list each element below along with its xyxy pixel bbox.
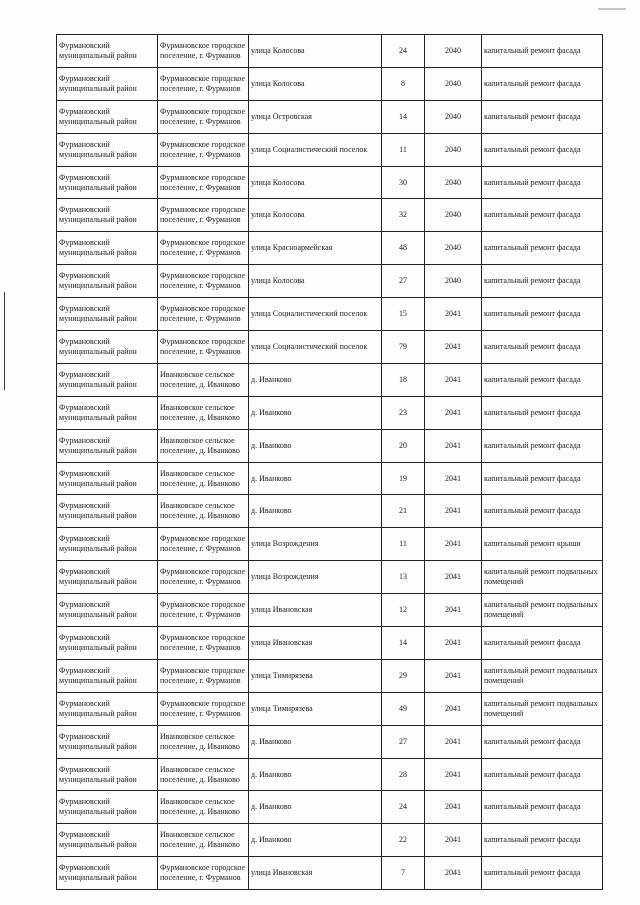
year-cell: 2041 xyxy=(425,594,482,627)
table-row xyxy=(57,67,603,100)
street-cell: улица Тимирязева xyxy=(249,692,382,725)
house-number-cell: 15 xyxy=(382,298,425,331)
district-cell: Фурмановский муниципальный район xyxy=(57,528,158,561)
work-type-cell: капитальный ремонт фасада xyxy=(482,265,603,298)
district-cell: Фурмановский муниципальный район xyxy=(57,692,158,725)
table-row xyxy=(57,594,603,627)
table-row xyxy=(57,528,603,561)
year-cell: 2041 xyxy=(425,857,482,890)
house-number-cell: 11 xyxy=(382,528,425,561)
house-number-cell: 24 xyxy=(382,35,425,68)
district-cell: Фурмановский муниципальный район xyxy=(57,232,158,265)
work-type-cell: капитальный ремонт фасада xyxy=(482,133,603,166)
work-type-cell: капитальный ремонт фасада xyxy=(482,857,603,890)
year-cell: 2040 xyxy=(425,199,482,232)
street-cell: улица Колосова xyxy=(249,166,382,199)
district-cell: Фурмановский муниципальный район xyxy=(57,561,158,594)
year-cell: 2041 xyxy=(425,396,482,429)
house-number-cell: 49 xyxy=(382,692,425,725)
table-row xyxy=(57,35,603,68)
table-row xyxy=(57,659,603,692)
work-type-cell: капитальный ремонт фасада xyxy=(482,199,603,232)
table-row xyxy=(57,791,603,824)
scan-artifact xyxy=(598,8,626,10)
settlement-cell: Иванковское сельское поселение, д. Иванково xyxy=(158,429,249,462)
settlement-cell: Фурмановское городское поселение, г. Фурманов xyxy=(158,100,249,133)
table-row xyxy=(57,725,603,758)
table-row xyxy=(57,857,603,890)
work-type-cell: капитальный ремонт фасада xyxy=(482,35,603,68)
house-number-cell: 21 xyxy=(382,495,425,528)
house-number-cell: 32 xyxy=(382,199,425,232)
settlement-cell: Фурмановское городское поселение, г. Фурманов xyxy=(158,35,249,68)
district-cell: Фурмановский муниципальный район xyxy=(57,363,158,396)
year-cell: 2041 xyxy=(425,298,482,331)
year-cell: 2040 xyxy=(425,67,482,100)
street-cell: улица Красноармейская xyxy=(249,232,382,265)
work-type-cell: капитальный ремонт фасада xyxy=(482,824,603,857)
house-number-cell: 28 xyxy=(382,758,425,791)
district-cell: Фурмановский муниципальный район xyxy=(57,462,158,495)
district-cell: Фурмановский муниципальный район xyxy=(57,659,158,692)
house-number-cell: 7 xyxy=(382,857,425,890)
house-number-cell: 11 xyxy=(382,133,425,166)
street-cell: улица Колосова xyxy=(249,67,382,100)
year-cell: 2041 xyxy=(425,824,482,857)
street-cell: д. Иванково xyxy=(249,824,382,857)
district-cell: Фурмановский муниципальный район xyxy=(57,331,158,364)
street-cell: д. Иванково xyxy=(249,725,382,758)
table-row xyxy=(57,363,603,396)
street-cell: улица Колосова xyxy=(249,35,382,68)
year-cell: 2040 xyxy=(425,166,482,199)
street-cell: д. Иванково xyxy=(249,429,382,462)
street-cell: улица Социалистический поселок xyxy=(249,331,382,364)
house-number-cell: 27 xyxy=(382,725,425,758)
table-row xyxy=(57,495,603,528)
work-type-cell: капитальный ремонт подвальных помещений xyxy=(482,659,603,692)
settlement-cell: Фурмановское городское поселение, г. Фурманов xyxy=(158,857,249,890)
street-cell: улица Тимирязева xyxy=(249,659,382,692)
settlement-cell: Фурмановское городское поселение, г. Фурманов xyxy=(158,659,249,692)
settlement-cell: Фурмановское городское поселение, г. Фурманов xyxy=(158,561,249,594)
settlement-cell: Фурмановское городское поселение, г. Фурманов xyxy=(158,199,249,232)
settlement-cell: Фурмановское городское поселение, г. Фурманов xyxy=(158,594,249,627)
year-cell: 2040 xyxy=(425,133,482,166)
street-cell: улица Ивановская xyxy=(249,627,382,660)
year-cell: 2041 xyxy=(425,363,482,396)
district-cell: Фурмановский муниципальный район xyxy=(57,199,158,232)
work-type-cell: капитальный ремонт фасада xyxy=(482,396,603,429)
year-cell: 2041 xyxy=(425,528,482,561)
house-number-cell: 18 xyxy=(382,363,425,396)
table-row xyxy=(57,133,603,166)
table-row xyxy=(57,199,603,232)
year-cell: 2040 xyxy=(425,232,482,265)
table-row xyxy=(57,232,603,265)
table-row xyxy=(57,265,603,298)
table-row xyxy=(57,429,603,462)
work-type-cell: капитальный ремонт подвальных помещений xyxy=(482,594,603,627)
work-type-cell: капитальный ремонт фасада xyxy=(482,331,603,364)
district-cell: Фурмановский муниципальный район xyxy=(57,429,158,462)
district-cell: Фурмановский муниципальный район xyxy=(57,166,158,199)
table-row xyxy=(57,561,603,594)
street-cell: улица Ивановская xyxy=(249,594,382,627)
house-number-cell: 48 xyxy=(382,232,425,265)
year-cell: 2041 xyxy=(425,758,482,791)
work-type-cell: капитальный ремонт фасада xyxy=(482,363,603,396)
work-type-cell: капитальный ремонт фасада xyxy=(482,495,603,528)
settlement-cell: Иванковское сельское поселение, д. Иванково xyxy=(158,495,249,528)
district-cell: Фурмановский муниципальный район xyxy=(57,725,158,758)
table-row xyxy=(57,331,603,364)
district-cell: Фурмановский муниципальный район xyxy=(57,758,158,791)
district-cell: Фурмановский муниципальный район xyxy=(57,100,158,133)
settlement-cell: Фурмановское городское поселение, г. Фурманов xyxy=(158,265,249,298)
street-cell: улица Социалистический поселок xyxy=(249,133,382,166)
work-type-cell: капитальный ремонт фасада xyxy=(482,627,603,660)
district-cell: Фурмановский муниципальный район xyxy=(57,298,158,331)
table-row xyxy=(57,692,603,725)
house-number-cell: 24 xyxy=(382,791,425,824)
house-number-cell: 20 xyxy=(382,429,425,462)
year-cell: 2041 xyxy=(425,791,482,824)
settlement-cell: Иванковское сельское поселение, д. Иванково xyxy=(158,462,249,495)
year-cell: 2040 xyxy=(425,35,482,68)
settlement-cell: Иванковское сельское поселение, д. Иванково xyxy=(158,824,249,857)
district-cell: Фурмановский муниципальный район xyxy=(57,35,158,68)
street-cell: д. Иванково xyxy=(249,495,382,528)
work-type-cell: капитальный ремонт фасада xyxy=(482,758,603,791)
district-cell: Фурмановский муниципальный район xyxy=(57,265,158,298)
work-type-cell: капитальный ремонт подвальных помещений xyxy=(482,692,603,725)
settlement-cell: Фурмановское городское поселение, г. Фурманов xyxy=(158,627,249,660)
house-number-cell: 12 xyxy=(382,594,425,627)
district-cell: Фурмановский муниципальный район xyxy=(57,133,158,166)
work-type-cell: капитальный ремонт фасада xyxy=(482,166,603,199)
year-cell: 2041 xyxy=(425,627,482,660)
street-cell: д. Иванково xyxy=(249,396,382,429)
year-cell: 2041 xyxy=(425,462,482,495)
street-cell: д. Иванково xyxy=(249,791,382,824)
district-cell: Фурмановский муниципальный район xyxy=(57,396,158,429)
table-row xyxy=(57,627,603,660)
house-number-cell: 13 xyxy=(382,561,425,594)
work-type-cell: капитальный ремонт фасада xyxy=(482,791,603,824)
work-type-cell: капитальный ремонт фасада xyxy=(482,232,603,265)
street-cell: улица Колосова xyxy=(249,199,382,232)
settlement-cell: Иванковское сельское поселение, д. Иванково xyxy=(158,791,249,824)
repair-schedule-table xyxy=(56,34,603,890)
settlement-cell: Иванковское сельское поселение, д. Иванково xyxy=(158,725,249,758)
work-type-cell: капитальный ремонт фасада xyxy=(482,429,603,462)
district-cell: Фурмановский муниципальный район xyxy=(57,67,158,100)
settlement-cell: Фурмановское городское поселение, г. Фурманов xyxy=(158,166,249,199)
street-cell: улица Колосова xyxy=(249,265,382,298)
scan-artifact xyxy=(4,292,5,390)
house-number-cell: 14 xyxy=(382,100,425,133)
year-cell: 2041 xyxy=(425,429,482,462)
settlement-cell: Фурмановское городское поселение, г. Фурманов xyxy=(158,67,249,100)
street-cell: д. Иванково xyxy=(249,363,382,396)
house-number-cell: 29 xyxy=(382,659,425,692)
house-number-cell: 14 xyxy=(382,627,425,660)
house-number-cell: 27 xyxy=(382,265,425,298)
district-cell: Фурмановский муниципальный район xyxy=(57,791,158,824)
work-type-cell: капитальный ремонт фасада xyxy=(482,67,603,100)
year-cell: 2041 xyxy=(425,495,482,528)
house-number-cell: 23 xyxy=(382,396,425,429)
district-cell: Фурмановский муниципальный район xyxy=(57,495,158,528)
table-row xyxy=(57,758,603,791)
house-number-cell: 19 xyxy=(382,462,425,495)
table-row xyxy=(57,298,603,331)
settlement-cell: Фурмановское городское поселение, г. Фурманов xyxy=(158,692,249,725)
settlement-cell: Фурмановское городское поселение, г. Фурманов xyxy=(158,331,249,364)
street-cell: улица Возрождения xyxy=(249,561,382,594)
house-number-cell: 22 xyxy=(382,824,425,857)
settlement-cell: Фурмановское городское поселение, г. Фурманов xyxy=(158,232,249,265)
settlement-cell: Фурмановское городское поселение, г. Фурманов xyxy=(158,298,249,331)
district-cell: Фурмановский муниципальный район xyxy=(57,627,158,660)
settlement-cell: Иванковское сельское поселение, д. Иванково xyxy=(158,363,249,396)
work-type-cell: капитальный ремонт фасада xyxy=(482,725,603,758)
year-cell: 2041 xyxy=(425,331,482,364)
settlement-cell: Иванковское сельское поселение, д. Иванково xyxy=(158,396,249,429)
work-type-cell: капитальный ремонт крыши xyxy=(482,528,603,561)
year-cell: 2040 xyxy=(425,265,482,298)
district-cell: Фурмановский муниципальный район xyxy=(57,857,158,890)
work-type-cell: капитальный ремонт фасада xyxy=(482,298,603,331)
table-row xyxy=(57,396,603,429)
table-row xyxy=(57,100,603,133)
house-number-cell: 79 xyxy=(382,331,425,364)
year-cell: 2041 xyxy=(425,725,482,758)
work-type-cell: капитальный ремонт подвальных помещений xyxy=(482,561,603,594)
district-cell: Фурмановский муниципальный район xyxy=(57,594,158,627)
work-type-cell: капитальный ремонт фасада xyxy=(482,100,603,133)
street-cell: улица Возрождения xyxy=(249,528,382,561)
street-cell: улица Островская xyxy=(249,100,382,133)
table-body xyxy=(57,35,603,890)
year-cell: 2041 xyxy=(425,561,482,594)
settlement-cell: Фурмановское городское поселение, г. Фурманов xyxy=(158,528,249,561)
street-cell: улица Социалистический поселок xyxy=(249,298,382,331)
settlement-cell: Фурмановское городское поселение, г. Фурманов xyxy=(158,133,249,166)
settlement-cell: Иванковское сельское поселение, д. Иванково xyxy=(158,758,249,791)
year-cell: 2040 xyxy=(425,100,482,133)
street-cell: улица Ивановская xyxy=(249,857,382,890)
work-type-cell: капитальный ремонт фасада xyxy=(482,462,603,495)
table-row xyxy=(57,166,603,199)
table-row xyxy=(57,824,603,857)
year-cell: 2041 xyxy=(425,692,482,725)
table-row xyxy=(57,462,603,495)
street-cell: д. Иванково xyxy=(249,758,382,791)
house-number-cell: 8 xyxy=(382,67,425,100)
house-number-cell: 30 xyxy=(382,166,425,199)
year-cell: 2041 xyxy=(425,659,482,692)
street-cell: д. Иванково xyxy=(249,462,382,495)
district-cell: Фурмановский муниципальный район xyxy=(57,824,158,857)
